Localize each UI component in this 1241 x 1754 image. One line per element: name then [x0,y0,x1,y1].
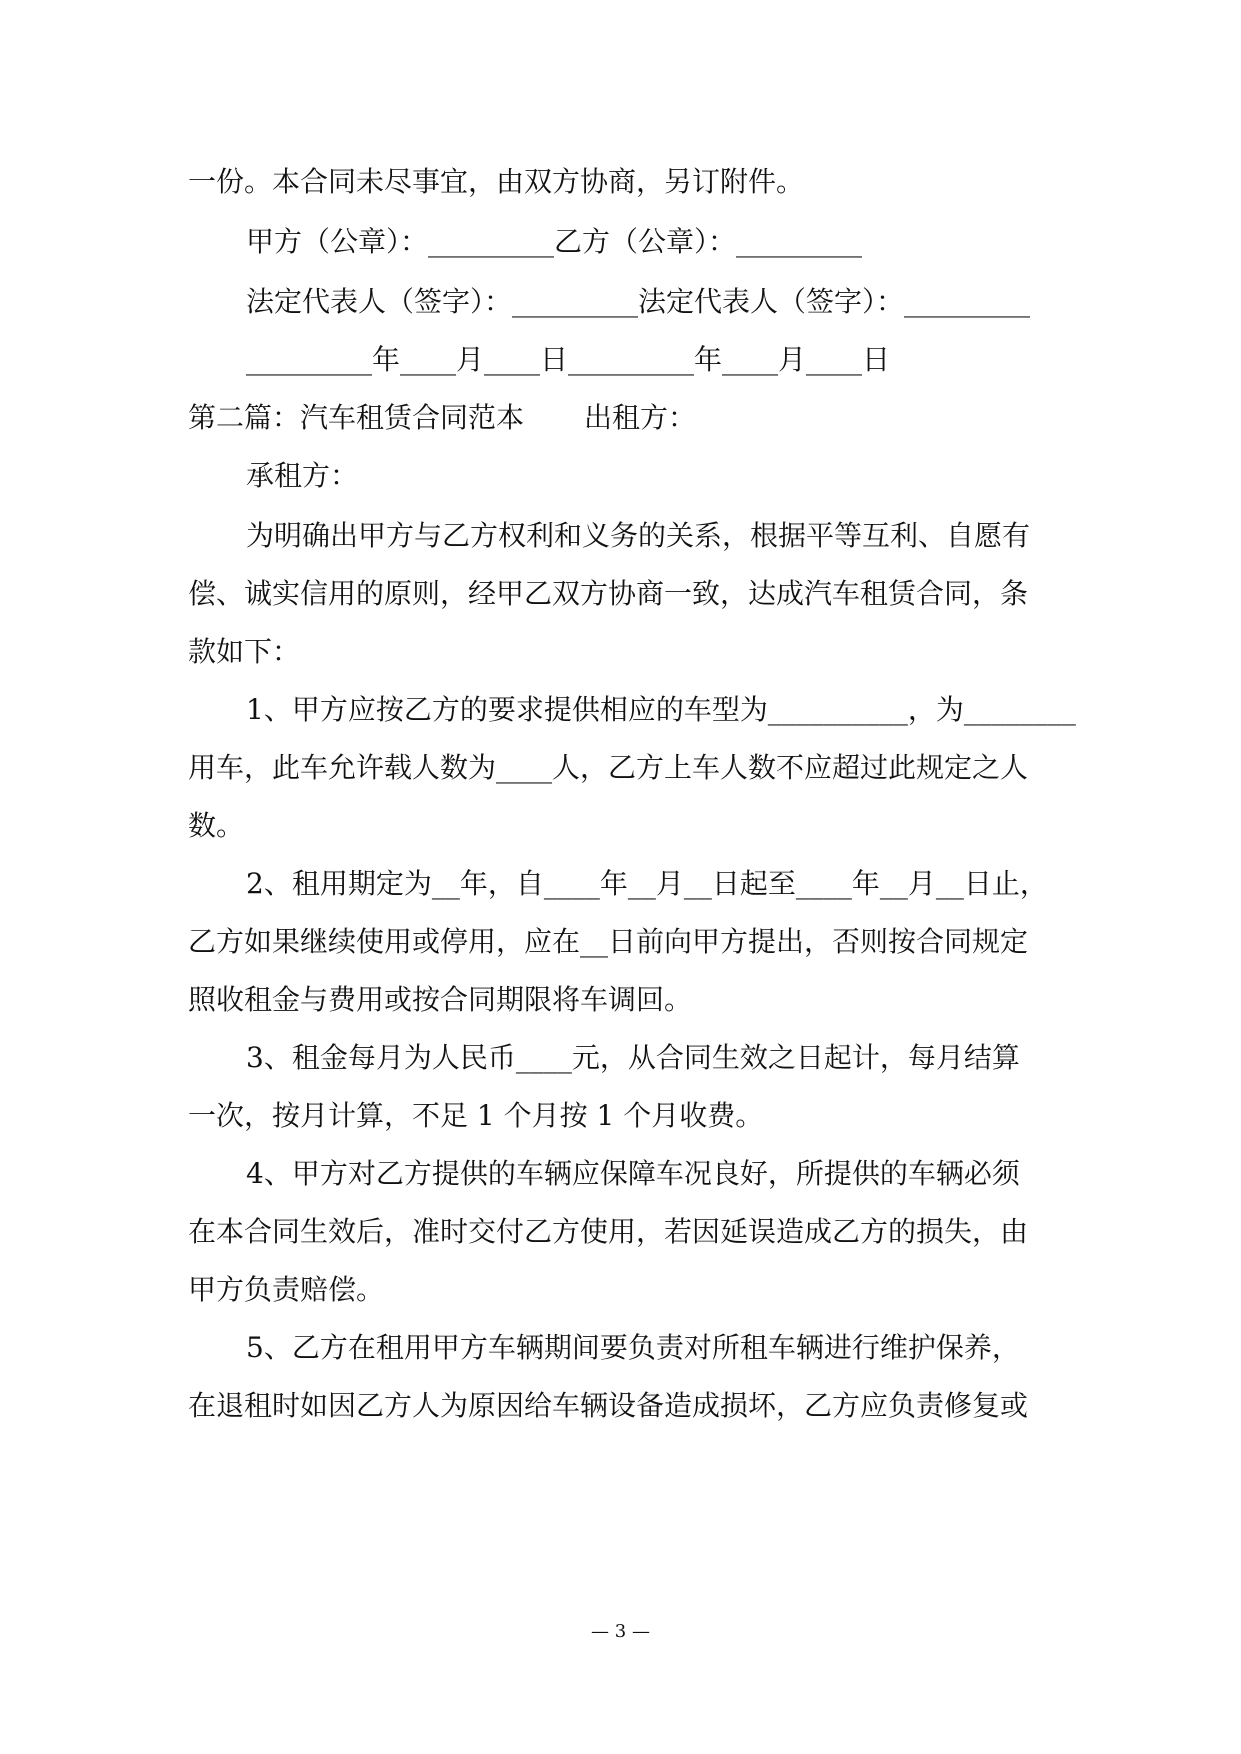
clause-5-line: 在退租时如因乙方人为原因给车辆设备造成损坏，乙方应负责修复或 [188,1389,1029,1422]
signature-line-seal: 甲方（公章）：_________乙方（公章）：_________ [246,225,863,258]
lessor-label: 出租方： [584,401,697,434]
clause-2-line: 2、租用期定为__年，自____年__月__日起至____年__月__日止， [246,867,1048,900]
preamble-line: 偿、诚实信用的原则，经甲乙双方协商一致，达成汽车租赁合同，条 [188,577,1029,610]
lessee-label: 承租方： [246,459,359,492]
page-number: — 3 — [591,1621,650,1642]
clause-4-line: 在本合同生效后，准时交付乙方使用，若因延误造成乙方的损失，由 [188,1215,1029,1248]
preamble-line: 为明确出甲方与乙方权利和义务的关系，根据平等互利、自愿有 [246,519,1031,552]
section-title: 第二篇：汽车租赁合同范本 [188,401,525,434]
clause-2-line: 乙方如果继续使用或停用，应在__日前向甲方提出，否则按合同规定 [188,925,1029,958]
clause-4-line: 甲方负责赔偿。 [188,1273,385,1306]
clause-1-line: 1、甲方应按乙方的要求提供相应的车型为__________，为________ [246,693,1076,726]
preamble-line: 款如下： [188,635,301,668]
section-heading [188,398,696,438]
clause-3-line: 3、租金每月为人民币____元，从合同生效之日起计，每月结算 [246,1041,1020,1074]
clause-3-line: 一次，按月计算，不足 1 个月按 1 个月收费。 [188,1099,764,1132]
clause-4-line: 4、甲方对乙方提供的车辆应保障车况良好，所提供的车辆必须 [246,1157,1020,1190]
clause-1-line: 用车，此车允许载人数为____人，乙方上车人数不应超过此规定之人 [188,751,1029,784]
clause-2-line: 照收租金与费用或按合同期限将车调回。 [188,983,693,1016]
signature-line-date: _________年____月____日_________年____月____日 [246,343,891,376]
signature-line-representative: 法定代表人（签字）：_________法定代表人（签字）：_________ [246,285,1031,318]
clause-5-line: 5、乙方在租用甲方车辆期间要负责对所租车辆进行维护保养， [246,1331,1020,1364]
clause-1-line: 数。 [188,809,245,842]
text-line-continuation: 一份。本合同未尽事宜，由双方协商，另订附件。 [188,165,805,198]
